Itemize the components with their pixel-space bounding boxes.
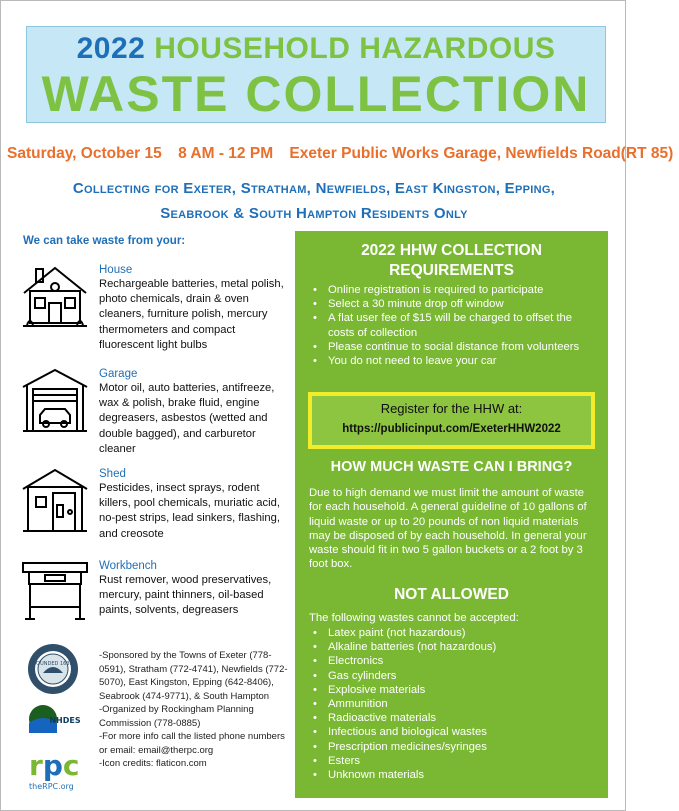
requirements-list [309,283,601,368]
register-link[interactable]: https://publicinput.com/ExeterHHW2022 [342,423,561,435]
how-much-body: Due to high demand we must limit the amount of waste for each household. A general guideline of 10 gallons of liquid waste or up to 20 pounds of non liquid materials may be disposed of by each household. In general your waste should fit in two 5 gallon buckets or a 2 foot by 3 foot box. [309,487,587,571]
category-description: Motor oil, auto batteries, antifreeze, wax & polish, brake fluid, engine degreasers, asbestos (wetted and double bagged), and carburetor cleaner [99,382,275,455]
collecting-line-2: Seabrook & South Hampton Residents Only [160,205,468,222]
list-item: • Electronics [309,654,599,668]
register-label: Register for the HHW at: [380,401,523,416]
not-allowed-intro: The following wastes cannot be accepted: [309,612,519,624]
event-time: 8 AM - 12 PM [178,145,274,162]
list-item: • Explosive materials [309,683,599,697]
list-item: • Unknown materials [309,768,599,782]
title-line-1 [27,32,605,66]
sponsor-line: -Sponsored by the Towns of Exeter (778-0591), Stratham (772-4741), Newfields (772-5070), East Kingston, Epping (642-8406), Seabrook (474-9771), & South Hampton [99,650,288,702]
garage-icon [21,367,89,435]
seal-founded: FOUNDED 1638 [33,661,73,667]
event-date: Saturday, October 15 [7,145,162,162]
requirements-title: 2022 HHW COLLECTION REQUIREMENTS [361,242,542,279]
not-allowed-list [309,626,599,782]
category-title: House [99,264,133,276]
list-item: • Alkaline batteries (not hazardous) [309,640,599,654]
sponsor-block [21,641,286,796]
category-title: Workbench [99,560,157,572]
list-item: • A flat user fee of $15 will be charged to offset the costs of collection [309,311,601,339]
collecting-line-1: Collecting for Exeter, Stratham, Newfields, East Kingston, Epping, [72,180,556,197]
register-box [308,392,595,449]
event-details [1,145,674,163]
list-item: • Prescription medicines/syringes [309,740,599,754]
title-household-hazardous: HOUSEHOLD HAZARDOUS [154,32,556,65]
title-banner [26,26,606,123]
how-much-title: HOW MUCH WASTE CAN I BRING? [330,459,573,475]
list-item: • Esters [309,754,599,768]
category-description: Rechargeable batteries, metal polish, photo chemicals, drain & oven cleaners, furniture polish, mercury thermometers and compact fluorescent light bulbs [99,278,284,351]
title-year: 2022 [76,32,146,65]
category-description: Pesticides, insect sprays, rodent killers, pool chemicals, muriatic acid, no-pest strips, lead sinkers, flashing, and creosote [99,482,280,540]
town-seal-logo [27,643,79,695]
list-item: • Gas cylinders [309,669,599,683]
list-item: • Select a 30 minute drop off window [309,297,601,311]
collecting-for [1,176,627,226]
event-location: Exeter Public Works Garage, Newfields Road(RT 85) [289,145,674,162]
sponsor-text [99,649,289,771]
list-item: • Ammunition [309,697,599,711]
list-item: • Latex paint (not hazardous) [309,626,599,640]
title-waste-collection: WASTE COLLECTION [41,66,591,122]
category-title: Garage [99,368,138,380]
nhdes-logo [27,703,79,737]
not-allowed-title: NOT ALLOWED [394,586,509,603]
nhdes-text: NHDES [49,716,81,725]
workbench-icon [21,559,89,627]
waste-sources-heading: We can take waste from your: [23,235,186,247]
list-item: • Infectious and biological wastes [309,725,599,739]
rpc-logo [25,745,81,793]
requirements-panel [295,231,608,798]
sponsor-line: -For more info call the listed phone numbers or email: email@therpc.org [99,731,285,756]
list-item: • Radioactive materials [309,711,599,725]
list-item: • Online registration is required to participate [309,283,601,297]
rpc-letters: rpc [29,749,80,782]
sponsor-line: -Organized by Rockingham Planning Commission (778-0885) [99,704,254,729]
category-description: Rust remover, wood preservatives, mercury, paint thinners, oil-based paints, solvents, degreasers [99,574,272,617]
shed-icon [21,467,89,535]
house-icon [21,263,89,331]
category-title: Shed [99,468,126,480]
rpc-url: theRPC.org [29,782,74,791]
sponsor-line: -Icon credits: flaticon.com [99,758,207,769]
list-item: • You do not need to leave your car [309,354,601,368]
list-item: • Please continue to social distance from volunteers [309,340,601,354]
